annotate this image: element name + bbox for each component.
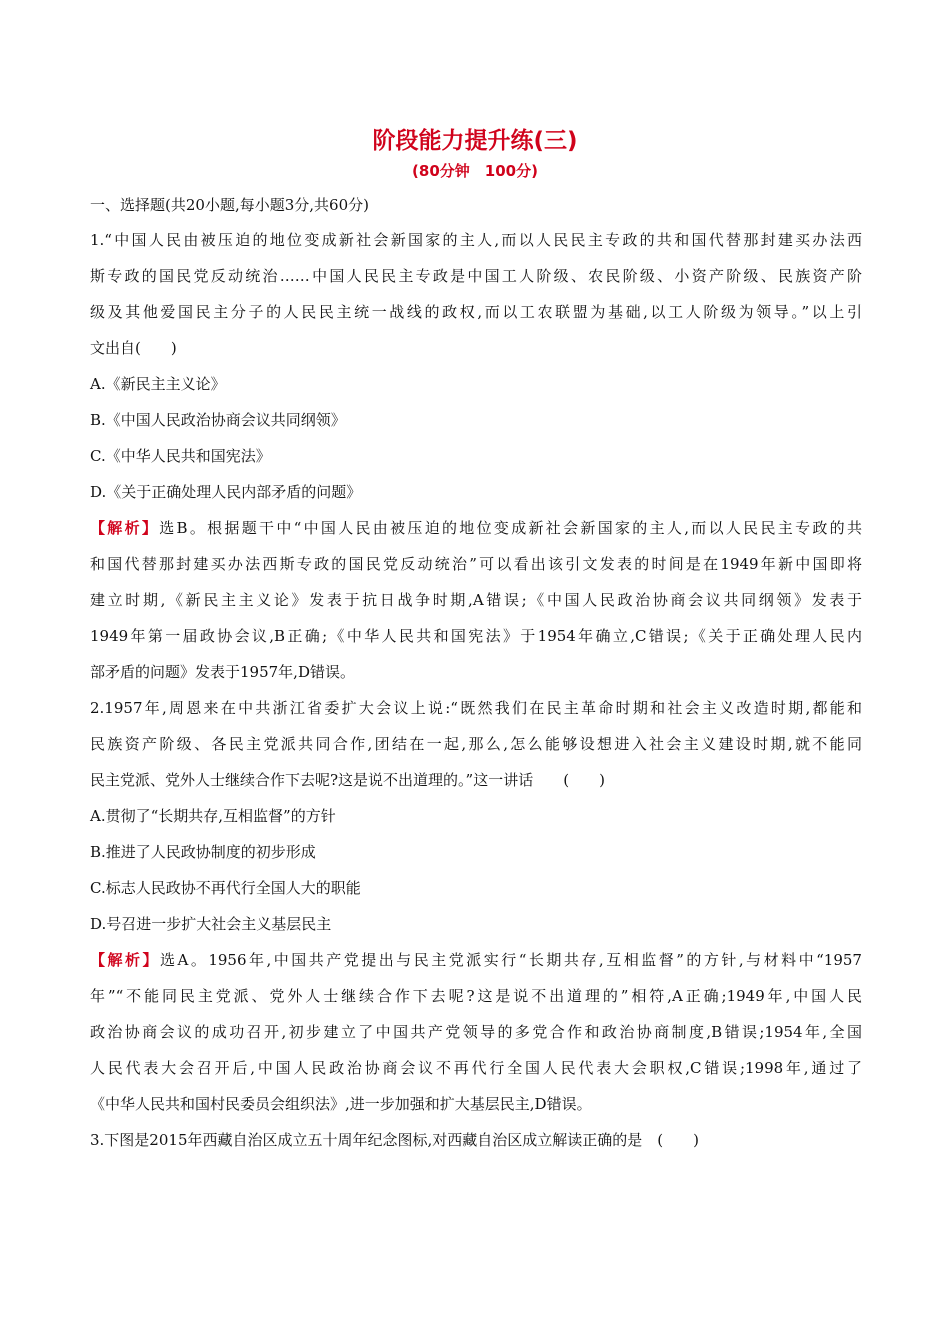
analysis-line <box>90 942 862 978</box>
analysis-tag: 【解析】 <box>90 951 160 969</box>
option-b: B.推进了人民政协制度的初步形成 <box>90 843 316 861</box>
option-a: A.贯彻了“长期共存,互相监督”的方针 <box>90 807 336 825</box>
analysis-line: 部矛盾的问题》发表于1957年,D错误。 <box>90 663 355 681</box>
analysis-line: 和国代替那封建买办法西斯专政的国民党反动统治”可以看出该引文发表的时间是在1949年新中国即将 <box>90 555 862 573</box>
question-line: 级及其他爱国民主分子的人民民主统一战线的政权,而以工农联盟为基础,以工人阶级为领导。”以上引 <box>90 303 862 321</box>
question-line: 斯专政的国民党反动统治……中国人民民主专政是中国工人阶级、农民阶级、小资产阶级、民族资产阶 <box>90 267 862 285</box>
page-subtitle: (80分钟 100分) <box>412 162 538 180</box>
page-title: 阶段能力提升练(三) <box>372 128 578 154</box>
option-d: D.号召进一步扩大社会主义基层民主 <box>90 915 332 933</box>
analysis-text: 选A。1956年,中国共产党提出与民主党派实行“长期共存,互相监督”的方针,与材料中“1957 <box>160 951 862 969</box>
option-c: C.标志人民政协不再代行全国人大的职能 <box>90 879 361 897</box>
question-2 <box>90 690 862 1122</box>
analysis-text: 选B。根据题干中“中国人民由被压迫的地位变成新社会新国家的主人,而以人民民主专政的共 <box>159 519 862 537</box>
option-c: C.《中华人民共和国宪法》 <box>90 447 271 465</box>
question-line: 民主党派、党外人士继续合作下去呢?这是说不出道理的。”这一讲话 ( ) <box>90 771 605 789</box>
analysis-line <box>90 510 862 546</box>
question-1 <box>90 222 862 690</box>
question-line: 民族资产阶级、各民主党派共同合作,团结在一起,那么,怎么能够设想进入社会主义建设时期,就不能同 <box>90 735 862 753</box>
question-line: 文出自( ) <box>90 339 177 357</box>
analysis-line: 1949年第一届政协会议,B正确;《中华人民共和国宪法》于1954年确立,C错误;《关于正确处理人民内 <box>90 627 862 645</box>
analysis-line: 政治协商会议的成功召开,初步建立了中国共产党领导的多党合作和政治协商制度,B错误;1954年,全国 <box>90 1023 862 1041</box>
question-line: 2.1957年,周恩来在中共浙江省委扩大会议上说:“既然我们在民主革命时期和社会主义改造时期,都能和 <box>90 699 862 717</box>
question-line: 3.下图是2015年西藏自治区成立五十周年纪念图标,对西藏自治区成立解读正确的是 ( ) <box>90 1131 699 1149</box>
section-heading: 一、选择题(共20小题,每小题3分,共60分) <box>90 196 369 214</box>
analysis-tag: 【解析】 <box>90 519 160 537</box>
question-3 <box>90 1122 862 1158</box>
document-body <box>90 194 862 1158</box>
option-b: B.《中国人民政治协商会议共同纲领》 <box>90 411 346 429</box>
analysis-line: 《中华人民共和国村民委员会组织法》,进一步加强和扩大基层民主,D错误。 <box>90 1095 592 1113</box>
option-a: A.《新民主主义论》 <box>90 375 226 393</box>
analysis-line: 人民代表大会召开后,中国人民政治协商会议不再代行全国人民代表大会职权,C错误;1998年,通过了 <box>90 1059 862 1077</box>
analysis-line: 建立时期,《新民主主义论》发表于抗日战争时期,A错误;《中国人民政治协商会议共同纲领》发表于 <box>90 591 862 609</box>
question-line: 1.“中国人民由被压迫的地位变成新社会新国家的主人,而以人民民主专政的共和国代替那封建买办法西 <box>90 231 862 249</box>
analysis-line: 年”“不能同民主党派、党外人士继续合作下去呢?这是说不出道理的”相符,A正确;1949年,中国人民 <box>90 987 862 1005</box>
option-d: D.《关于正确处理人民内部矛盾的问题》 <box>90 483 362 501</box>
